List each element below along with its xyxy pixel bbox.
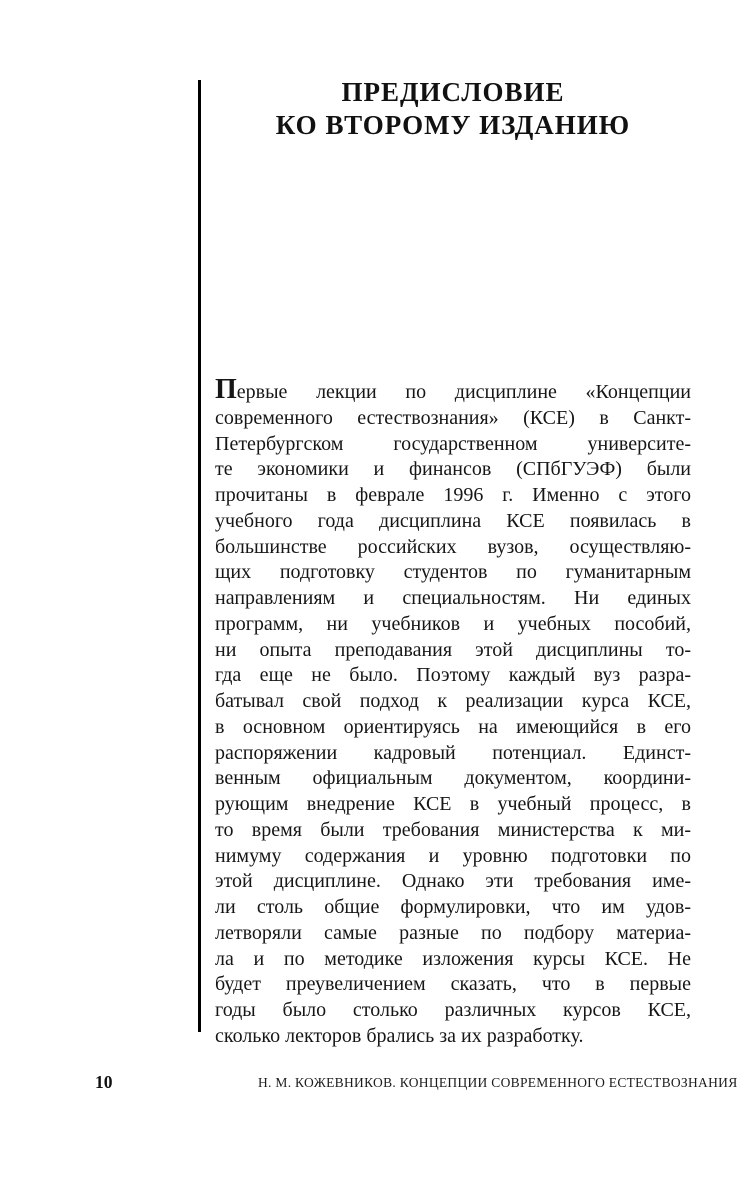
body-line: этой дисциплине. Однако эти требования име- bbox=[215, 870, 691, 893]
page-footer bbox=[0, 1070, 756, 1096]
body-line: батывал свой подход к реализации курса КСЕ, bbox=[215, 690, 691, 712]
body-line: венным официальным документом, координи- bbox=[215, 767, 691, 790]
body-line: будет преувеличением сказать, что в первые bbox=[215, 973, 691, 996]
body-line: распоряжении кадровый потенциал. Единст- bbox=[215, 741, 691, 764]
page-number: 10 bbox=[95, 1072, 113, 1092]
body-line: летворяли самые разные по подбору материа- bbox=[215, 921, 691, 944]
chapter-title bbox=[215, 76, 691, 142]
body-line: современного естествознания» (КСЕ) в Санкт- bbox=[215, 406, 691, 429]
body-line: программ, ни учебников и учебных пособий, bbox=[215, 612, 691, 635]
body-line: ли столь общие формулировки, что им удов- bbox=[215, 896, 691, 918]
body-line: годы было столько различных курсов КСЕ, bbox=[215, 999, 691, 1021]
body-line: учебного года дисциплина КСЕ появилась в bbox=[215, 509, 691, 532]
chapter-title-line: КО ВТОРОМУ ИЗДАНИЮ bbox=[275, 110, 631, 140]
body-line: гда еще не было. Поэтому каждый вуз разра- bbox=[215, 664, 691, 687]
drop-cap: П bbox=[215, 374, 237, 405]
body-line: ни опыта преподавания этой дисциплины то- bbox=[215, 638, 691, 661]
body-line: в основном ориентируясь на имеющийся в его bbox=[215, 715, 691, 738]
body-paragraph bbox=[215, 374, 691, 1050]
body-line: сколько лекторов брались за их разработку. bbox=[215, 1024, 584, 1047]
vertical-rule bbox=[198, 80, 201, 1032]
running-title: Н. М. КОЖЕВНИКОВ. КОНЦЕПЦИИ СОВРЕМЕННОГО ЕСТЕСТВОЗНАНИЯ bbox=[258, 1075, 738, 1090]
chapter-title-line: ПРЕДИСЛОВИЕ bbox=[341, 77, 565, 107]
body-line: направлениям и специальностям. Ни единых bbox=[215, 587, 691, 609]
body-line: нимуму содержания и уровню подготовки по bbox=[215, 844, 691, 867]
body-line: щих подготовку студентов по гуманитарным bbox=[215, 561, 691, 584]
body-line: рующим внедрение КСЕ в учебный процесс, в bbox=[215, 793, 691, 815]
body-line: прочитаны в феврале 1996 г. Именно с этого bbox=[215, 484, 691, 506]
body-line: то время были требования министерства к ми- bbox=[215, 818, 691, 841]
body-line: Первые лекции по дисциплине «Концепции bbox=[215, 374, 691, 405]
body-line: Петербургском государственном университе- bbox=[215, 432, 691, 455]
body-line: ла и по методике изложения курсы КСЕ. Не bbox=[215, 947, 691, 970]
body-line: большинстве российских вузов, осуществляю- bbox=[215, 535, 691, 558]
body-line: те экономики и финансов (СПбГУЭФ) были bbox=[215, 458, 691, 481]
